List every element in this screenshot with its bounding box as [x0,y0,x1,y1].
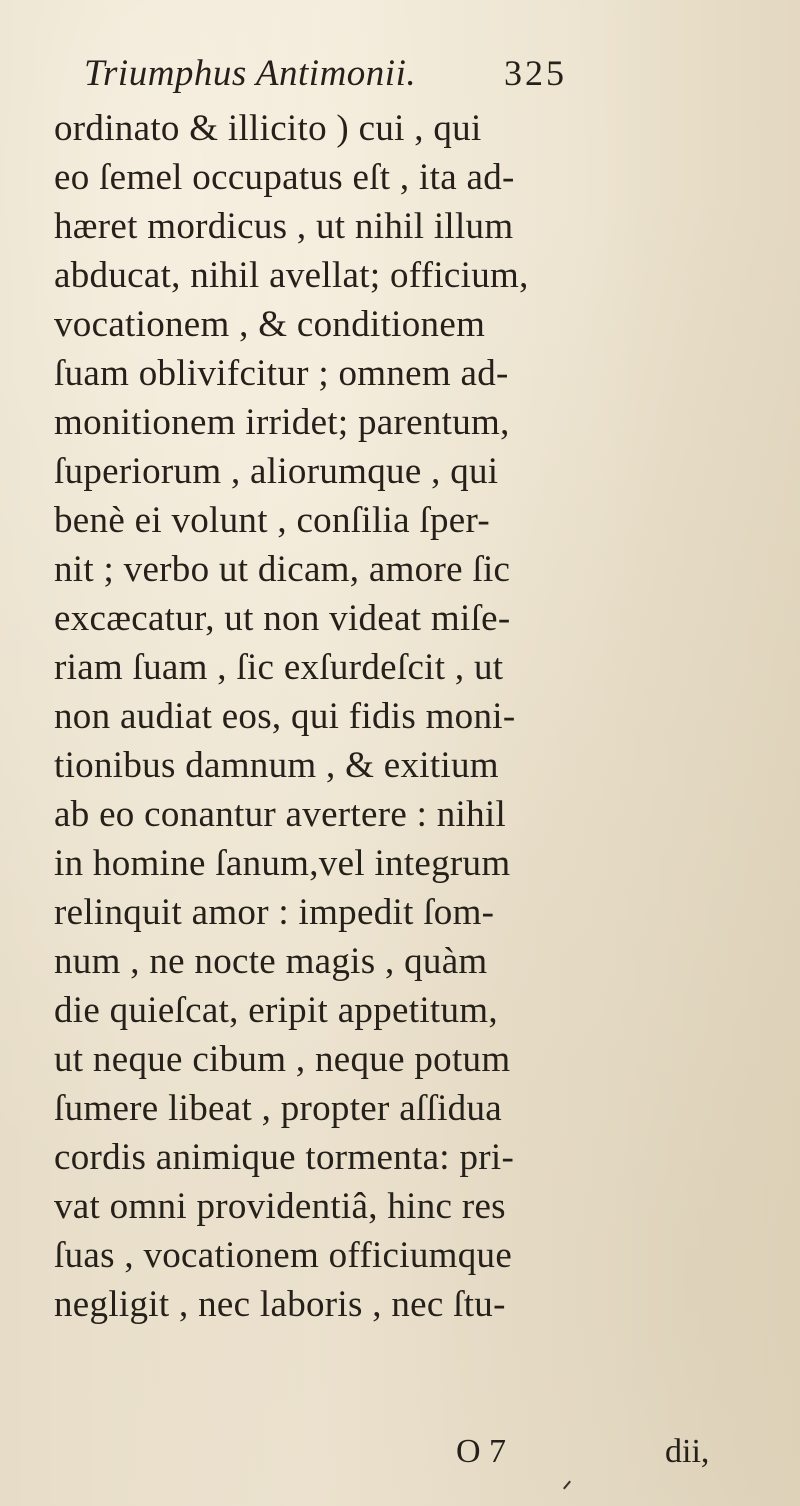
running-title: Triumphus Antimonii. [84,53,417,94]
text-line: riam ſuam , ſic exſurdeſcit , ut [54,647,504,688]
text-line: non audiat eos, qui fidis moni- [54,696,516,737]
text-line: ſumere libeat , propter aſſidua [54,1088,502,1129]
text-line: monitionem irridet; parentum, [54,402,510,443]
text-line: nit ; verbo ut dicam, amore ſic [54,549,511,590]
text-line: vat omni providentiâ, hinc res [54,1186,506,1227]
body-text [54,104,754,1329]
text-line: ſuperiorum , aliorumque , qui [54,451,499,492]
page-number: 325 [504,53,567,93]
text-line: ordinato & illicito ) cui , qui [54,108,482,149]
catchword: dii, [665,1433,710,1470]
text-line: cordis animique tormenta: pri- [54,1137,515,1178]
text-line: ſuam oblivifcitur ; omnem ad- [54,353,509,394]
text-line: ut neque cibum , neque potum [54,1039,511,1080]
text-line: hæret mordicus , ut nihil illum [54,206,514,247]
text-line: die quieſcat, eripit appetitum, [54,990,498,1031]
ink-mark [563,1481,571,1490]
text-line: vocationem , & conditionem [54,304,486,345]
text-line: in homine ſanum,vel integrum [54,843,511,884]
page-header [84,52,604,102]
text-line: relinquit amor : impedit ſom- [54,892,495,933]
text-line: excæcatur, ut non videat miſe- [54,598,511,639]
text-line: ſuas , vocationem officiumque [54,1235,513,1276]
text-line: negligit , nec laboris , nec ſtu- [54,1284,506,1325]
text-line: num , ne nocte magis , quàm [54,941,488,982]
text-line: ab eo conantur avertere : nihil [54,794,507,835]
text-line: benè ei volunt , conſilia ſper- [54,500,490,541]
text-line: eo ſemel occupatus eſt , ita ad- [54,157,515,198]
text-line: abducat, nihil avellat; officium, [54,255,529,296]
text-line: tionibus damnum , & exitium [54,745,499,786]
signature-mark: O 7 [456,1433,507,1470]
